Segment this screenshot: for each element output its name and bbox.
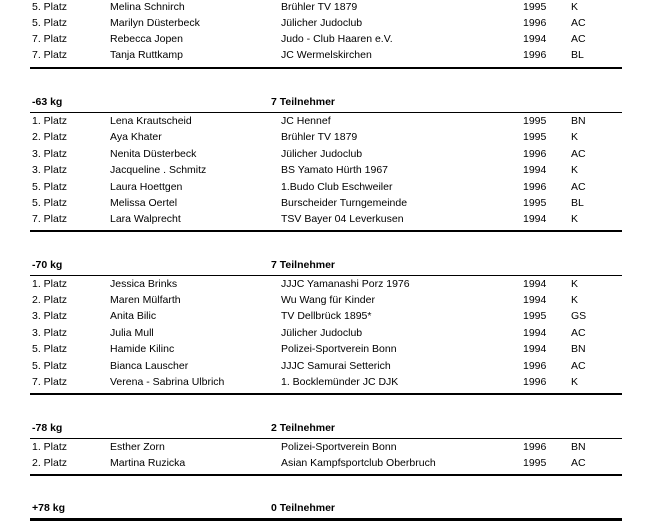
region-cell: BL — [571, 49, 584, 61]
place-cell: 5. Platz — [32, 17, 68, 29]
region-cell: AC — [571, 33, 586, 45]
participant-count: 7 Teilnehmer — [271, 259, 335, 271]
club-cell: Judo - Club Haaren e.V. — [281, 33, 393, 45]
place-cell: 5. Platz — [32, 1, 68, 13]
club-cell: Jülicher Judoclub — [281, 327, 363, 339]
club-cell: TSV Bayer 04 Leverkusen — [281, 213, 404, 225]
weight-class-label: -63 kg — [32, 96, 63, 108]
name-cell: Maren Mülfarth — [110, 294, 181, 306]
year-cell: 1994 — [523, 327, 547, 339]
club-cell: JJJC Yamanashi Porz 1976 — [281, 278, 410, 290]
year-cell: 1996 — [523, 17, 547, 29]
name-cell: Laura Hoettgen — [110, 181, 183, 193]
name-cell: Melina Schnirch — [110, 1, 185, 13]
year-cell: 1996 — [523, 181, 547, 193]
place-cell: 7. Platz — [32, 213, 68, 225]
place-cell: 2. Platz — [32, 131, 68, 143]
region-cell: BL — [571, 197, 584, 209]
place-cell: 3. Platz — [32, 148, 68, 160]
name-cell: Rebecca Jopen — [110, 33, 183, 45]
section-end-rule — [30, 474, 622, 476]
name-cell: Martina Ruzicka — [110, 457, 186, 469]
place-cell: 5. Platz — [32, 343, 68, 355]
name-cell: Esther Zorn — [110, 441, 165, 453]
club-cell: 1. Bocklemünder JC DJK — [281, 376, 399, 388]
place-cell: 5. Platz — [32, 197, 68, 209]
name-cell: Melissa Oertel — [110, 197, 178, 209]
year-cell: 1994 — [523, 294, 547, 306]
year-cell: 1996 — [523, 376, 547, 388]
name-cell: Julia Mull — [110, 327, 154, 339]
weight-class-label: +78 kg — [32, 502, 65, 514]
region-cell: K — [571, 376, 579, 388]
region-cell: K — [571, 131, 579, 143]
name-cell: Bianca Lauscher — [110, 360, 189, 372]
participant-count: 7 Teilnehmer — [271, 96, 335, 108]
club-cell: Burscheider Turngemeinde — [281, 197, 408, 209]
place-cell: 1. Platz — [32, 441, 68, 453]
place-cell: 2. Platz — [32, 294, 68, 306]
name-cell: Verena - Sabrina Ulbrich — [110, 376, 225, 388]
name-cell: Nenita Düsterbeck — [110, 148, 197, 160]
section-end-rule — [30, 67, 622, 69]
name-cell: Tanja Ruttkamp — [110, 49, 183, 61]
year-cell: 1995 — [523, 131, 547, 143]
club-cell: Wu Wang für Kinder — [281, 294, 375, 306]
name-cell: Anita Bilic — [110, 310, 157, 322]
club-cell: JC Wermelskirchen — [281, 49, 372, 61]
place-cell: 5. Platz — [32, 360, 68, 372]
region-cell: K — [571, 164, 579, 176]
region-cell: AC — [571, 181, 586, 193]
name-cell: Lena Krautscheid — [110, 115, 192, 127]
region-cell: K — [571, 213, 579, 225]
name-cell: Hamide Kilinc — [110, 343, 175, 355]
name-cell: Lara Walprecht — [110, 213, 181, 225]
club-cell: Polizei-Sportverein Bonn — [281, 343, 397, 355]
name-cell: Marilyn Düsterbeck — [110, 17, 200, 29]
club-cell: BS Yamato Hürth 1967 — [281, 164, 389, 176]
header-rule — [30, 518, 622, 521]
name-cell: Jessica Brinks — [110, 278, 178, 290]
club-cell: 1.Budo Club Eschweiler — [281, 181, 393, 193]
year-cell: 1996 — [523, 441, 547, 453]
weight-class-label: -78 kg — [32, 422, 63, 434]
region-cell: BN — [571, 441, 586, 453]
place-cell: 7. Platz — [32, 33, 68, 45]
place-cell: 7. Platz — [32, 49, 68, 61]
club-cell: Asian Kampfsportclub Oberbruch — [281, 457, 436, 469]
year-cell: 1995 — [523, 115, 547, 127]
club-cell: JC Hennef — [281, 115, 331, 127]
year-cell: 1994 — [523, 164, 547, 176]
region-cell: AC — [571, 360, 586, 372]
year-cell: 1994 — [523, 33, 547, 45]
year-cell: 1994 — [523, 278, 547, 290]
club-cell: Jülicher Judoclub — [281, 17, 363, 29]
name-cell: Aya Khater — [110, 131, 162, 143]
place-cell: 3. Platz — [32, 327, 68, 339]
year-cell: 1996 — [523, 148, 547, 160]
region-cell: BN — [571, 115, 586, 127]
region-cell: AC — [571, 327, 586, 339]
year-cell: 1995 — [523, 457, 547, 469]
year-cell: 1994 — [523, 213, 547, 225]
region-cell: AC — [571, 17, 586, 29]
place-cell: 3. Platz — [32, 164, 68, 176]
club-cell: Polizei-Sportverein Bonn — [281, 441, 397, 453]
place-cell: 3. Platz — [32, 310, 68, 322]
weight-class-header — [32, 421, 335, 436]
name-cell: Jacqueline . Schmitz — [110, 164, 207, 176]
header-rule — [30, 112, 622, 113]
weight-class-header — [32, 501, 335, 516]
region-cell: BN — [571, 343, 586, 355]
header-rule — [30, 275, 622, 276]
region-cell: K — [571, 1, 579, 13]
year-cell: 1996 — [523, 49, 547, 61]
year-cell: 1996 — [523, 360, 547, 372]
region-cell: K — [571, 294, 579, 306]
place-cell: 2. Platz — [32, 457, 68, 469]
section-end-rule — [30, 230, 622, 232]
weight-class-header — [32, 258, 335, 273]
weight-class-label: -70 kg — [32, 259, 63, 271]
header-rule — [30, 438, 622, 439]
club-cell: Jülicher Judoclub — [281, 148, 363, 160]
year-cell: 1995 — [523, 197, 547, 209]
year-cell: 1995 — [523, 1, 547, 13]
region-cell: K — [571, 278, 579, 290]
participant-count: 0 Teilnehmer — [271, 502, 335, 514]
place-cell: 7. Platz — [32, 376, 68, 388]
club-cell: TV Dellbrück 1895* — [281, 310, 372, 322]
year-cell: 1995 — [523, 310, 547, 322]
club-cell: Brühler TV 1879 — [281, 1, 358, 13]
region-cell: AC — [571, 457, 586, 469]
club-cell: Brühler TV 1879 — [281, 131, 358, 143]
year-cell: 1994 — [523, 343, 547, 355]
region-cell: AC — [571, 148, 586, 160]
weight-class-header — [32, 95, 335, 110]
place-cell: 1. Platz — [32, 278, 68, 290]
section-end-rule — [30, 393, 622, 395]
place-cell: 5. Platz — [32, 181, 68, 193]
participant-count: 2 Teilnehmer — [271, 422, 335, 434]
region-cell: GS — [571, 310, 587, 322]
club-cell: JJJC Samurai Setterich — [281, 360, 391, 372]
place-cell: 1. Platz — [32, 115, 68, 127]
